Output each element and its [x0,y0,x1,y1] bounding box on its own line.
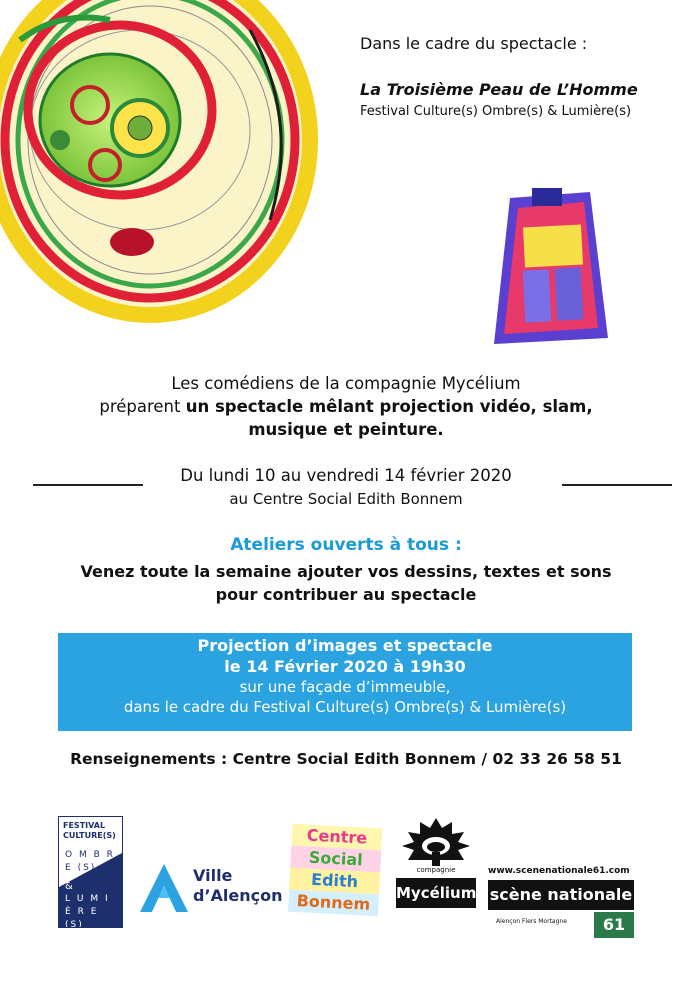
intro-text [0,372,692,441]
painting-illustration [0,0,330,330]
letter: I [105,894,110,904]
letter: (S) [77,863,97,873]
mycelium-logo-mark [394,814,478,870]
scene-url: www.scenenationale61.com [488,866,630,876]
ateliers-title: Ateliers ouverts à tous : [230,535,462,555]
banner-line-4: dans le cadre du Festival Culture(s) Ombre(s) & Lumière(s) [123,698,567,716]
letter: L [65,894,73,904]
alencon-ville: Ville [193,866,233,885]
intro-line-1: Les comédiens de la compagnie Mycélium [171,374,521,393]
centre-social-line-4: Bonnem [288,890,379,917]
event-venue: au Centre Social Edith Bonnem [229,490,463,508]
letter: B [93,850,102,860]
intro-line-3 [0,418,692,441]
festival-logo-ombre [65,849,119,875]
show-title: La Troisième Peau de L’Homme [360,80,638,99]
centre-social-line-3: Edith [289,868,380,895]
ateliers-line-1: Venez toute la semaine ajouter vos dessins, textes et sons [80,562,612,581]
scene-towns: Alençon Flers Mortagne [496,918,567,925]
scene-name: scène nationale [488,880,634,910]
festival-logo-line-1: FESTIVAL [63,821,106,830]
letter: (S) [65,920,84,928]
event-dates: Du lundi 10 au vendredi 14 février 2020 [180,466,512,485]
festival-logo-amp: & [65,881,73,892]
intro-line-2-prefix: préparent [99,397,186,416]
scene-nationale-logo [488,866,636,940]
letter: U [76,894,86,904]
centre-social-logo [288,824,383,924]
letter: M [90,894,101,904]
ateliers-text [0,560,692,606]
letter: E [90,907,99,917]
mycelium-small: compagnie [416,866,456,874]
festival-name: Festival Culture(s) Ombre(s) & Lumière(s) [360,104,632,119]
scene-number: 61 [594,912,634,938]
banner-line-1: Projection d’images et spectacle [197,636,493,655]
banner-line-3: sur une façade d’immeuble, [239,678,451,696]
letter: R [106,850,115,860]
alencon-logo-mark [138,862,190,914]
alencon-name: d’Alençon [193,886,283,905]
festival-logo-lumiere [65,893,119,928]
festival-logo-line-2: CULTURE(S) [63,831,116,840]
intro-line-3-bold: musique et peinture. [248,420,444,439]
centre-social-line-1: Centre [291,824,382,851]
window-drawing [480,188,615,348]
projection-banner [58,633,632,731]
centre-social-line-2: Social [290,846,381,873]
alencon-logo [138,858,288,918]
mycelium-logo [394,814,478,914]
contact-info: Renseignements : Centre Social Edith Bonnem / 02 33 26 58 51 [70,750,622,768]
banner-line-2: le 14 Février 2020 à 19h30 [224,657,466,676]
header-intro: Dans le cadre du spectacle : [360,34,588,53]
letter: O [65,850,75,860]
mycelium-name: Mycélium [396,878,476,908]
letter: R [77,907,86,917]
letter: È [65,907,73,917]
festival-logo [58,816,123,928]
intro-line-2 [0,395,692,418]
letter: E [65,863,73,873]
letter: M [78,850,89,860]
ateliers-line-2: pour contribuer au spectacle [215,585,477,604]
intro-line-2-bold: un spectacle mêlant projection vidéo, slam, [185,397,593,416]
